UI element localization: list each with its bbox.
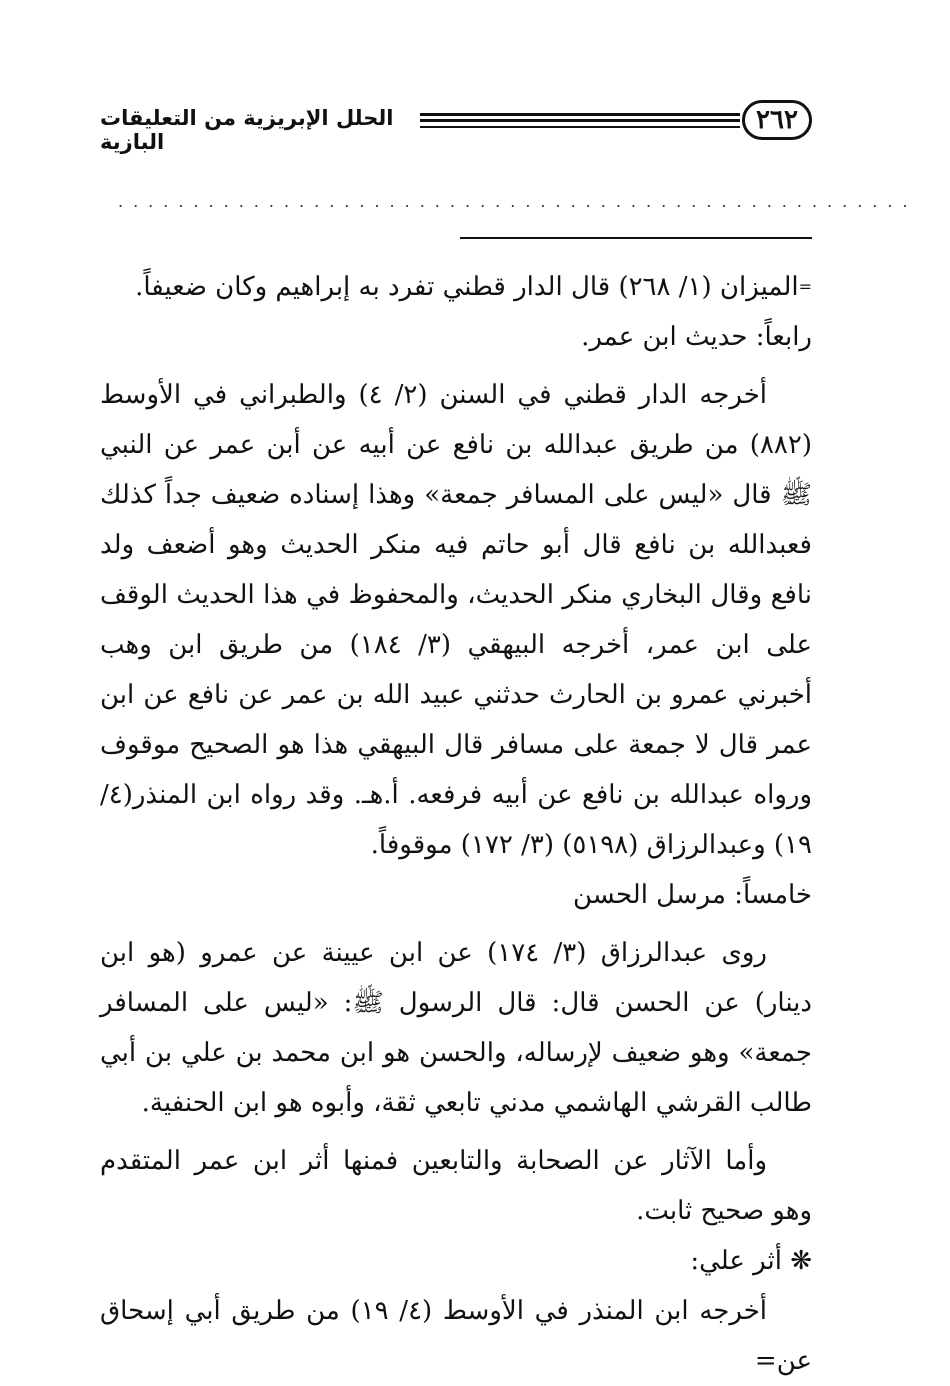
page-body [100, 262, 812, 1386]
paragraph-athar: وأما الآثار عن الصحابة والتابعين فمنها أثر ابن عمر المتقدم وهو صحيح ثابت. [100, 1146, 812, 1226]
dotted-separator: ..................................................... [118, 192, 918, 211]
page-number: ٢٦٢ [742, 100, 812, 140]
header-double-rule [420, 113, 740, 122]
paragraph-ali: أخرجه ابن المنذر في الأوسط (٤/ ١٩) من طريق أبي إسحاق عن= [100, 1296, 812, 1376]
heading-fourth: رابعاً: حديث ابن عمر. [581, 322, 812, 352]
header-thin-rule [420, 126, 740, 128]
page-header [100, 100, 812, 154]
heading-fifth: خامساً: مرسل الحسن [573, 880, 812, 910]
paragraph-mizan-text: الميزان (١/ ٢٦٨) قال الدار قطني تفرد به إبراهيم وكان ضعيفاً. [135, 272, 799, 302]
footnote-rule [460, 237, 812, 239]
book-title: الحلل الإبريزية من التعليقات البازية [100, 106, 394, 154]
paragraph-mizan [100, 262, 812, 312]
continuation-mark: = [798, 277, 812, 296]
paragraph-hasan: روى عبدالرزاق (٣/ ١٧٤) عن ابن عيينة عن عمرو (هو ابن دينار) عن الحسن قال: قال الرسول ﷺ: «ليس على المسافر جمعة» وهو ضعيف لإرساله، والحسن هو ابن محمد بن علي بن أبي طالب القرشي الهاشمي مدني تابعي ثقة، وأبوه هو ابن الحنفية. [100, 938, 812, 1118]
paragraph-ibn-umar: أخرجه الدار قطني في السنن (٢/ ٤) والطبراني في الأوسط (٨٨٢) من طريق عبدالله بن نافع عن أبيه عن أبن عمر عن النبي ﷺ قال «ليس على المسافر جمعة» وهذا إسناده ضعيف جداً كذلك فعبدالله بن نافع قال أبو حاتم فيه منكر الحديث وهو أضعف ولد نافع وقال البخاري منكر الحديث، والمحفوظ في هذا الحديث الوقف على ابن عمر، أخرجه البيهقي (٣/ ١٨٤) من طريق ابن وهب أخبرني عمرو بن الحارث حدثني عبيد الله بن عمر عن نافع عن ابن عمر قال لا جمعة على مسافر قال البيهقي هذا هو الصحيح موقوف ورواه عبدالله بن نافع عن أبيه فرفعه. أ.هـ. وقد رواه ابن المنذر(٤/ ١٩) وعبدالرزاق (٥١٩٨) (٣/ ١٧٢) موقوفاً. [100, 380, 812, 860]
heading-athar-ali: ❋ أثر علي: [690, 1246, 812, 1276]
